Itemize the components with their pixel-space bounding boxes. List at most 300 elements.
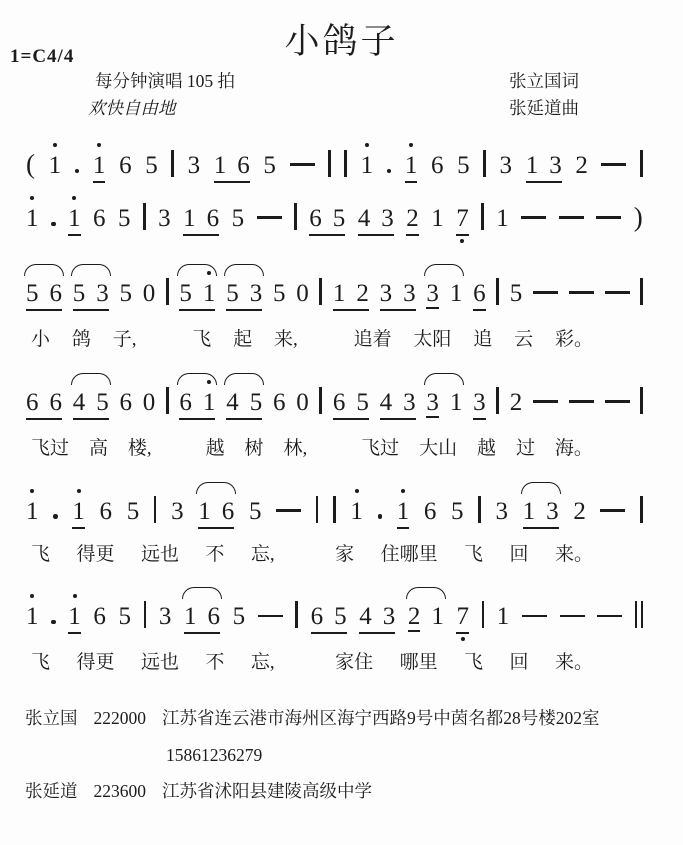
lyric-syllable: 太阳 — [413, 329, 452, 350]
note — [431, 206, 444, 236]
beam-group — [179, 390, 215, 420]
beam-group — [226, 281, 262, 311]
note — [118, 206, 131, 236]
barline — [171, 150, 174, 177]
note — [424, 499, 437, 529]
duration-dash — [601, 163, 626, 166]
duration-dash — [257, 216, 282, 219]
note — [408, 604, 421, 632]
note-digit: 1 — [202, 388, 216, 416]
barline — [482, 601, 485, 628]
beam-group — [214, 153, 250, 183]
note — [249, 499, 262, 529]
lyricist-postcode: 222000 — [93, 708, 146, 729]
barline — [154, 496, 157, 523]
note — [171, 499, 184, 529]
lyric-syllable: 飞 — [192, 329, 212, 350]
note-digit: 1 — [360, 152, 374, 179]
final-barline — [635, 601, 643, 628]
lyric-syllable: 楼, — [127, 437, 152, 459]
note — [356, 281, 369, 306]
note — [207, 206, 220, 231]
lyric-syllable: 来。 — [554, 543, 593, 565]
duration-dash — [605, 291, 630, 294]
barline — [319, 278, 322, 305]
note-digit: 3 — [426, 280, 439, 307]
barline — [496, 278, 499, 305]
note — [333, 390, 346, 415]
duration-dash — [569, 291, 594, 294]
barline — [333, 496, 336, 523]
note — [380, 390, 393, 415]
note-digit: 3 — [158, 205, 171, 232]
octave-dot-high — [355, 489, 359, 493]
note — [403, 390, 416, 415]
beam-group — [73, 390, 109, 420]
note — [546, 499, 559, 524]
lyric-syllable: 追着 — [353, 329, 392, 350]
barline — [640, 387, 643, 414]
note-digit: 6 — [272, 388, 286, 416]
note-digit: 3 — [158, 603, 172, 631]
note-digit: 1 — [350, 497, 363, 525]
mood-marking: 欢快自由地 — [88, 98, 176, 119]
note-digit: 2 — [407, 603, 421, 631]
footer-row-1 — [25, 708, 683, 730]
duration-dash — [258, 615, 283, 618]
note — [426, 390, 439, 418]
octave-dot-low — [461, 637, 465, 641]
tempo-marking: 每分钟演唱 105 拍 — [95, 71, 235, 92]
note-digit: 5 — [332, 205, 346, 232]
note-digit: 5 — [272, 280, 286, 307]
note — [523, 499, 536, 524]
note-digit: 5 — [226, 280, 239, 307]
beam-group — [526, 153, 562, 183]
lyric-syllable: 飞 — [31, 652, 51, 674]
note-digit: 3 — [249, 280, 263, 307]
duration-dot — [378, 514, 383, 519]
note — [309, 206, 322, 231]
slur-arc — [196, 482, 236, 494]
note — [403, 281, 416, 306]
duration-dash — [533, 291, 558, 294]
lyric-syllable: 不 — [205, 652, 225, 674]
octave-dot-high — [77, 489, 81, 493]
barline — [328, 150, 331, 177]
note — [214, 153, 227, 178]
note-digit: 6 — [49, 388, 62, 416]
note — [451, 499, 464, 529]
lyric-syllable: 越 — [477, 437, 497, 459]
barline — [640, 150, 643, 177]
slur-arc — [224, 373, 264, 385]
note-digit: 1 — [396, 497, 410, 525]
lyric-syllable: 回 — [509, 543, 529, 565]
note — [26, 499, 39, 529]
note — [526, 153, 539, 178]
note-digit: 5 — [145, 152, 158, 179]
note — [450, 281, 463, 306]
note-digit: 3 — [379, 280, 393, 307]
lyric-syllable: 飞 — [31, 543, 51, 565]
note — [456, 206, 469, 236]
note — [397, 499, 410, 529]
note — [188, 153, 201, 183]
duration-dash — [569, 400, 594, 403]
note — [93, 604, 106, 634]
slur-arc — [71, 373, 111, 385]
note — [311, 604, 324, 629]
barline — [344, 150, 347, 177]
beam-group — [359, 604, 395, 634]
note-digit: 6 — [206, 205, 220, 232]
barline — [166, 387, 169, 414]
lyric-syllable: 家住 — [335, 652, 374, 674]
note — [456, 604, 469, 634]
lyric-syllable: 来。 — [554, 652, 593, 674]
note — [380, 281, 393, 306]
note-digit: 0 — [142, 280, 156, 307]
note — [431, 153, 444, 183]
note — [510, 390, 523, 420]
note-digit: 3 — [403, 280, 416, 307]
note — [250, 390, 263, 415]
barline — [166, 278, 169, 305]
note-digit: 5 — [126, 497, 140, 525]
note-digit: 3 — [96, 280, 109, 307]
lyric-syllable: 飞过 — [31, 437, 70, 459]
beam-group — [26, 390, 62, 420]
note-digit: 6 — [179, 388, 192, 416]
barline — [478, 496, 481, 523]
note-digit: 2 — [406, 205, 419, 232]
lyric-syllable: 海。 — [554, 437, 593, 459]
note-digit: 1 — [26, 497, 39, 525]
note — [457, 153, 470, 183]
note-digit: 6 — [93, 205, 106, 232]
mood-credit-row — [88, 98, 579, 120]
note-digit: 3 — [499, 152, 513, 179]
note — [222, 499, 235, 524]
duration-dash — [600, 509, 625, 512]
note-digit: 6 — [237, 152, 250, 179]
slur-arc — [177, 264, 217, 276]
note — [26, 206, 39, 236]
lyric-syllable: 林, — [283, 437, 308, 459]
note-digit: 3 — [473, 388, 486, 416]
score-line-2 — [26, 199, 643, 236]
beam-group — [226, 390, 262, 420]
note — [93, 206, 106, 236]
note-digit: 2 — [573, 497, 586, 525]
note-digit: 5 — [457, 152, 470, 179]
note-digit: 5 — [248, 497, 262, 525]
note — [237, 153, 250, 178]
note — [495, 499, 508, 529]
note-digit: 5 — [72, 280, 86, 307]
note — [573, 499, 586, 529]
note-digit: 1 — [431, 603, 444, 631]
note — [49, 153, 62, 183]
note — [226, 281, 239, 306]
note-digit: 3 — [495, 497, 508, 525]
slur-arc — [177, 373, 217, 385]
note — [510, 281, 523, 311]
note — [273, 390, 286, 420]
lyric-syllable: 过 — [515, 437, 535, 459]
slur-arc — [406, 587, 446, 599]
note — [198, 499, 211, 524]
note — [496, 206, 509, 236]
beam-group — [358, 206, 394, 236]
note — [120, 390, 133, 420]
lyricist-name: 张立国 — [25, 708, 78, 729]
octave-dot-high — [30, 489, 34, 493]
lyric-syllable: 忘, — [250, 652, 275, 674]
note-digit: 4 — [357, 205, 371, 232]
note-digit: 5 — [119, 280, 133, 307]
note — [72, 499, 85, 529]
octave-dot-high — [401, 489, 405, 493]
tempo-credit-row — [95, 71, 579, 93]
note — [159, 604, 172, 634]
note-digit: 5 — [451, 497, 464, 525]
lyric-syllable: 哪里 — [399, 652, 438, 674]
note — [431, 604, 444, 629]
note-digit: 1 — [68, 205, 81, 232]
note — [232, 206, 245, 236]
footer-row-3 — [25, 781, 683, 803]
slur-group — [426, 390, 462, 423]
note — [158, 206, 171, 236]
note-digit: 0 — [142, 388, 156, 416]
note — [575, 153, 588, 183]
note-digit: 6 — [221, 497, 235, 525]
note — [381, 206, 394, 231]
note — [100, 499, 113, 529]
note-digit: 1 — [202, 280, 216, 307]
slur-arc — [424, 373, 464, 385]
octave-dot-high — [30, 196, 34, 200]
duration-dash — [276, 509, 301, 512]
note — [296, 281, 309, 311]
note — [405, 153, 418, 183]
slur-arc — [182, 587, 222, 599]
lyrics-line-4 — [31, 652, 593, 675]
lyricist-address: 江苏省连云港市海州区海宁西路9号中茵名都28号楼202室 — [162, 708, 600, 729]
lyric-syllable: 小 — [31, 329, 51, 350]
note-digit: 1 — [92, 152, 106, 179]
note — [359, 604, 372, 629]
lyrics-line-3 — [31, 544, 593, 567]
score-line-4 — [26, 383, 643, 423]
lyric-syllable: 不 — [205, 543, 225, 565]
note-digit: 1 — [522, 497, 536, 525]
lyric-syllable: 追 — [473, 329, 493, 350]
note-digit: 3 — [426, 388, 439, 416]
duration-dash — [559, 216, 584, 219]
note-digit: 6 — [473, 280, 486, 307]
lyric-syllable: 忘, — [250, 543, 275, 565]
score-line-6 — [26, 597, 643, 637]
slur-group — [408, 604, 444, 637]
note — [549, 153, 562, 178]
note-digit: 1 — [496, 205, 509, 232]
duration-dot — [387, 169, 392, 174]
note — [145, 153, 158, 183]
composer-postcode: 223600 — [93, 780, 146, 801]
octave-dot-low — [460, 239, 464, 243]
note — [473, 281, 486, 311]
lyric-syllable: 鸽 — [71, 329, 91, 350]
key-time-signature: 1=C4/4 — [10, 46, 75, 67]
lyric-syllable: 云 — [514, 329, 534, 350]
duration-dot — [75, 169, 80, 174]
lyric-syllable: 子, — [112, 329, 137, 350]
phone-number: 15861236279 — [166, 745, 263, 766]
lyric-syllable: 高 — [88, 437, 108, 459]
barline — [295, 601, 298, 628]
note — [68, 206, 81, 236]
note-digit: 2 — [509, 388, 523, 416]
note-digit: 4 — [72, 388, 86, 416]
note-digit: 5 — [118, 603, 131, 631]
note-digit: 6 — [431, 152, 444, 179]
note — [120, 281, 133, 311]
slur-group — [426, 281, 462, 314]
note-digit: 5 — [334, 603, 347, 631]
note — [119, 153, 132, 183]
octave-dot-high — [409, 143, 413, 147]
note — [73, 390, 86, 415]
lyric-syllable: 远也 — [140, 652, 179, 674]
composer-name: 张延道 — [25, 780, 78, 801]
beam-group — [198, 499, 234, 529]
note-digit: 3 — [546, 497, 559, 525]
note — [473, 390, 486, 420]
note — [203, 281, 216, 306]
note-digit: 2 — [356, 280, 369, 307]
note-digit: 1 — [449, 280, 463, 307]
octave-dot-high — [72, 196, 76, 200]
lyric-syllable: 彩。 — [554, 329, 593, 350]
note — [500, 153, 513, 183]
beam-group — [183, 206, 219, 236]
duration-dash — [533, 400, 558, 403]
note-digit: 1 — [496, 603, 510, 631]
note-digit: 5 — [26, 280, 39, 307]
note-digit: 6 — [93, 603, 106, 631]
note-digit: 0 — [296, 280, 309, 307]
note — [183, 206, 196, 231]
note-digit: 5 — [249, 388, 263, 416]
barline — [640, 278, 643, 305]
note-digit: 3 — [171, 497, 184, 525]
note — [333, 206, 346, 231]
beam-group — [380, 390, 416, 420]
note-digit: 4 — [359, 603, 372, 631]
lyric-syllable: 远也 — [140, 543, 179, 565]
duration-dash — [596, 216, 621, 219]
note-digit: 6 — [309, 205, 322, 232]
note — [426, 281, 439, 309]
note — [93, 153, 106, 183]
note — [26, 390, 39, 415]
note — [406, 206, 419, 236]
note-digit: 1 — [48, 152, 62, 179]
barline — [640, 496, 643, 523]
note-digit: 5 — [118, 205, 131, 232]
duration-dash — [597, 615, 622, 618]
note — [50, 281, 63, 306]
score-line-1 — [26, 146, 643, 183]
paren: ( — [26, 149, 35, 179]
barline — [483, 150, 486, 177]
duration-dot — [53, 514, 58, 519]
duration-dash — [560, 615, 585, 618]
note — [356, 390, 369, 415]
note-digit: 4 — [226, 388, 239, 416]
beam-group — [26, 281, 62, 311]
octave-dot-high — [365, 143, 369, 147]
note — [179, 390, 192, 415]
composer-address: 江苏省沭阳县建陵高级中学 — [162, 780, 372, 801]
note-digit: 5 — [232, 603, 246, 631]
duration-dash — [522, 615, 547, 618]
note-digit: 0 — [296, 388, 309, 416]
slur-arc — [71, 264, 111, 276]
note-digit: 1 — [525, 152, 539, 179]
note — [143, 390, 156, 420]
note-digit: 5 — [509, 280, 523, 307]
note-digit: 6 — [119, 388, 133, 416]
note — [273, 281, 286, 311]
note — [450, 390, 463, 415]
note-digit: 5 — [231, 205, 245, 232]
beam-group — [309, 206, 345, 236]
note-digit: 5 — [356, 388, 369, 416]
note-digit: 1 — [183, 205, 196, 232]
note-digit: 6 — [26, 388, 39, 416]
lyric-syllable: 起 — [233, 329, 253, 350]
lyrics-line-1 — [31, 329, 593, 352]
note-digit: 6 — [207, 603, 220, 631]
note — [233, 604, 246, 634]
octave-dot-high — [73, 594, 77, 598]
barline — [496, 387, 499, 414]
note-digit: 6 — [332, 388, 346, 416]
duration-dot — [51, 222, 56, 227]
note — [127, 499, 140, 529]
note-digit: 1 — [68, 603, 81, 631]
note-digit: 3 — [382, 603, 396, 631]
octave-dot-high — [30, 594, 34, 598]
duration-dot — [51, 620, 56, 625]
note — [383, 604, 396, 629]
note — [358, 206, 371, 231]
score-line-3 — [26, 274, 643, 314]
note — [263, 153, 276, 183]
note — [179, 281, 192, 306]
note-digit: 6 — [49, 280, 62, 307]
note-digit: 1 — [72, 497, 85, 525]
note — [296, 390, 309, 420]
barline — [481, 203, 484, 230]
note — [96, 390, 109, 415]
beam-group — [380, 281, 416, 311]
lyric-syllable: 飞 — [464, 652, 484, 674]
